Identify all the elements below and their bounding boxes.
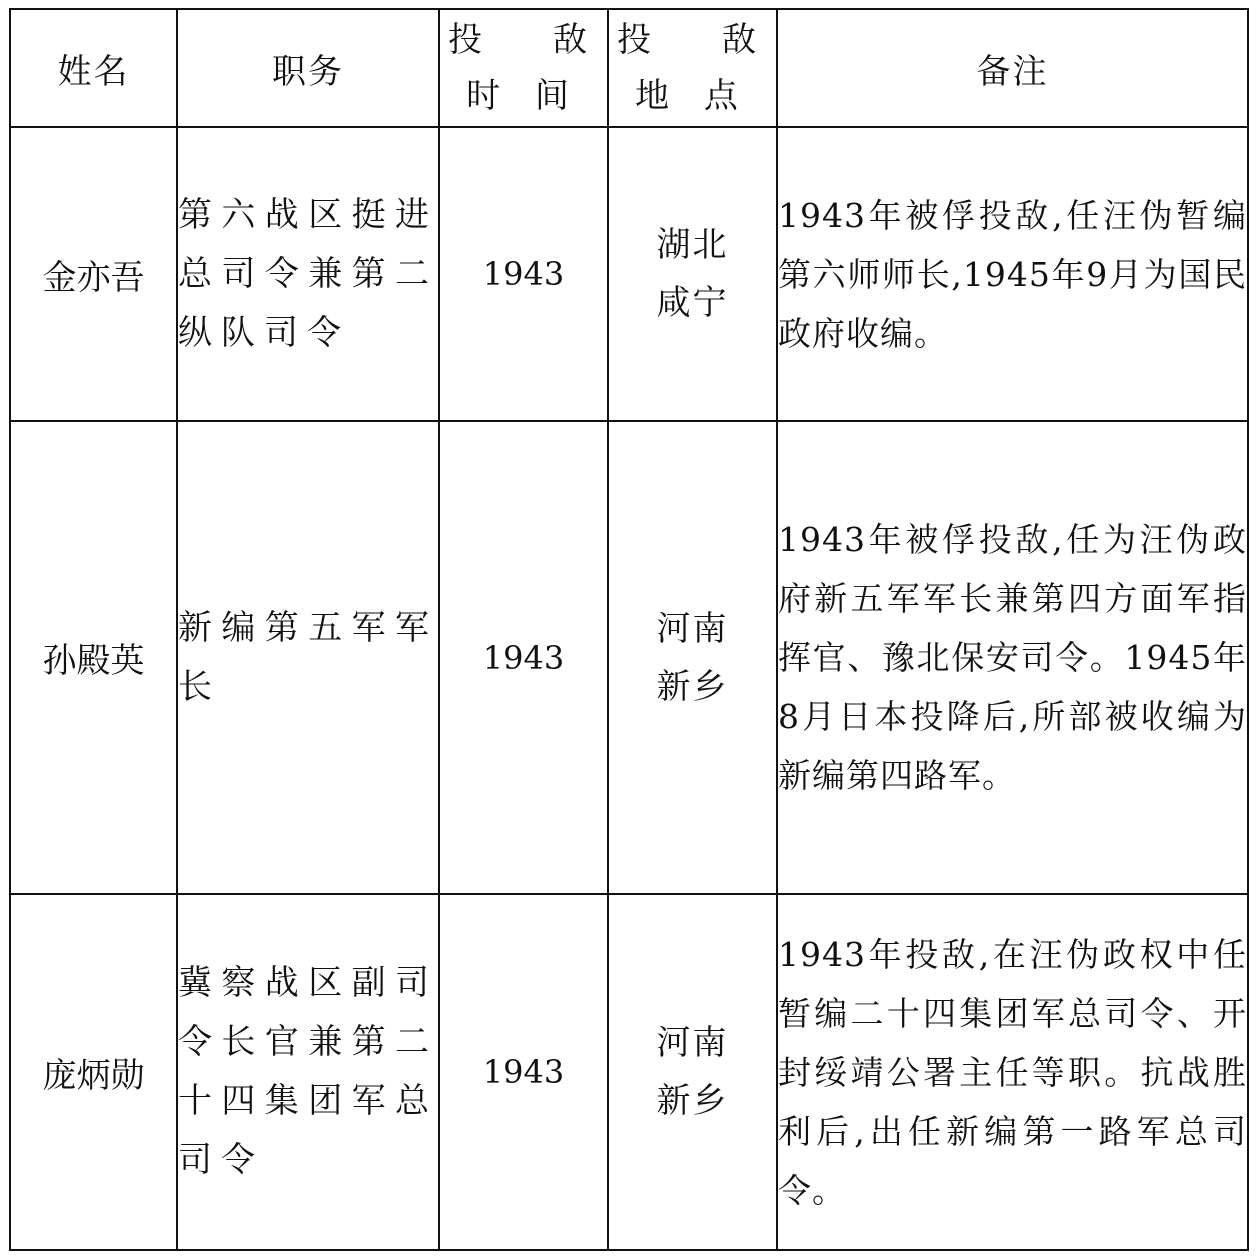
cell-remarks: 1943年投敌,在汪伪政权中任暂编二十四集团军总司令、开封绥靖公署主任等职。抗战胜利后,出任新编第一路军总司令。 <box>777 894 1248 1250</box>
header-surrender-place: 投 敌 地 点 <box>608 9 777 127</box>
place-province: 河南 <box>656 608 729 649</box>
cell-position: 新编第五军军长 <box>177 421 439 894</box>
cell-time: 1943 <box>439 127 608 421</box>
cell-name: 庞炳勋 <box>10 894 177 1250</box>
cell-time: 1943 <box>439 421 608 894</box>
place-city: 新乡 <box>656 666 729 707</box>
cell-name: 金亦吾 <box>10 127 177 421</box>
header-surrender-time: 投 敌 时 间 <box>439 9 608 127</box>
cell-place <box>608 127 777 421</box>
header-name: 姓名 <box>10 9 177 127</box>
cell-position: 第六战区挺进总司令兼第二纵队司令 <box>177 127 439 421</box>
cell-remarks: 1943年被俘投敌,任为汪伪政府新五军军长兼第四方面军指挥官、豫北保安司令。1945年8月日本投降后,所部被收编为新编第四路军。 <box>777 421 1248 894</box>
place-city: 新乡 <box>656 1081 729 1121</box>
header-remarks: 备注 <box>777 9 1248 127</box>
cell-remarks: 1943年被俘投敌,任汪伪暂编第六师师长,1945年9月为国民政府收编。 <box>777 127 1248 421</box>
table-row <box>10 894 1248 1250</box>
header-position: 职务 <box>177 9 439 127</box>
place-province: 湖北 <box>656 225 729 265</box>
table-header-row <box>10 9 1248 127</box>
cell-position: 冀察战区副司令长官兼第二十四集团军总司令 <box>177 894 439 1250</box>
cell-time: 1943 <box>439 894 608 1250</box>
table-row <box>10 127 1248 421</box>
surrender-table <box>9 8 1249 1251</box>
table-row <box>10 421 1248 894</box>
cell-place <box>608 421 777 894</box>
place-city: 咸宁 <box>656 283 729 323</box>
place-province: 河南 <box>656 1023 729 1063</box>
cell-name: 孙殿英 <box>10 421 177 894</box>
cell-place <box>608 894 777 1250</box>
